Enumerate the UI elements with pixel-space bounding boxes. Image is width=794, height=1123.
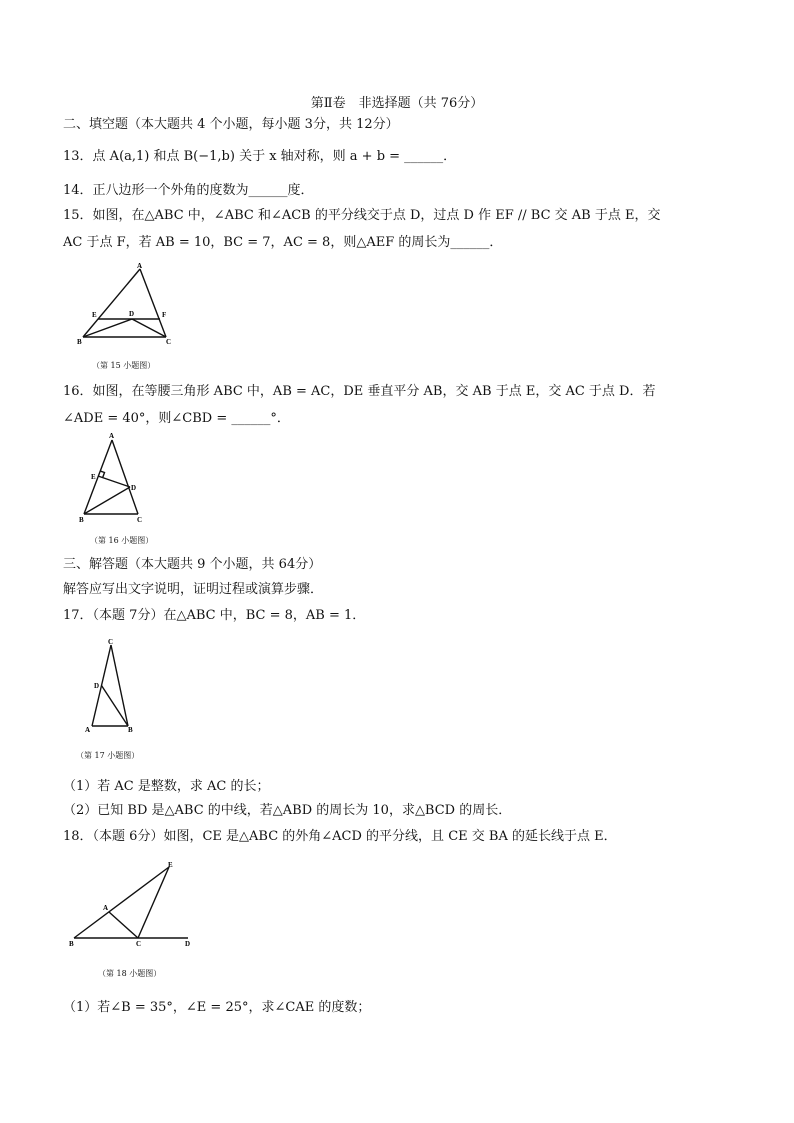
question-13: 13．点 A(a,1) 和点 B(−1,b) 关于 x 轴对称，则 a + b = ______． <box>63 149 457 164</box>
vertex-label-e: E <box>91 473 96 481</box>
vertex-label-e: E <box>92 311 97 319</box>
section-3-note: 解答应写出文字说明，证明过程或演算步骤． <box>63 582 324 597</box>
figure-17 <box>82 636 152 736</box>
figure-18-caption: （第 18 小题图） <box>98 969 162 978</box>
figure-17-diagram <box>82 636 152 736</box>
vertex-label-c: C <box>136 940 142 948</box>
question-17-part-1: （1）若 AC 是整数，求 AC 的长； <box>63 779 270 794</box>
vertex-label-c: C <box>108 638 114 646</box>
figure-18 <box>64 858 198 950</box>
question-18-stem: 18．（本题 6分）如图，CE 是△ABC 的外角∠ACD 的平分线，且 CE 交 BA 的延长线于点 E． <box>63 829 617 844</box>
segment-ce <box>138 867 169 938</box>
vertex-label-a: A <box>103 904 109 912</box>
question-15-line-2: AC 于点 F，若 AB = 10，BC = 7，AC = 8，则△AEF 的周长为______． <box>63 235 503 250</box>
vertex-label-b: B <box>79 516 84 524</box>
section-2-heading: 二、填空题（本大题共 4 个小题，每小题 3分，共 12分） <box>63 117 399 132</box>
question-17-stem: 17．（本题 7分）在△ABC 中，BC = 8，AB = 1． <box>63 608 366 623</box>
question-16-line-1: 16．如图，在等腰三角形 ABC 中，AB = AC，DE 垂直平分 AB，交 AB 于点 E，交 AC 于点 D．若 <box>63 384 656 399</box>
vertex-label-c: C <box>166 338 172 346</box>
vertex-label-c: C <box>137 516 143 524</box>
vertex-label-e: E <box>168 861 173 869</box>
section-3-heading: 三、解答题（本大题共 9 个小题，共 64分） <box>63 557 322 572</box>
vertex-label-a: A <box>109 432 115 440</box>
segment-cd <box>132 319 166 337</box>
figure-16-diagram <box>78 430 150 526</box>
question-14: 14．正八边形一个外角的度数为______度． <box>63 183 314 198</box>
vertex-label-d: D <box>129 310 135 318</box>
vertex-label-b: B <box>77 338 82 346</box>
segment-bd <box>84 487 130 514</box>
paper-part-title: 第Ⅱ卷 非选择题（共 76分） <box>310 96 484 111</box>
vertex-label-f: F <box>162 311 167 319</box>
segment-ac <box>140 269 166 337</box>
figure-16-caption: （第 16 小题图） <box>90 536 154 545</box>
figure-15-diagram <box>76 262 186 348</box>
question-18-part-1: （1）若∠B = 35°，∠E = 25°，求∠CAE 的度数； <box>63 1000 371 1015</box>
segment-ac <box>109 912 138 938</box>
question-17-part-2: （2）已知 BD 是△ABC 的中线，若△ABD 的周长为 10，求△BCD 的周长． <box>63 803 512 818</box>
vertex-label-d: D <box>94 682 100 690</box>
figure-17-caption: （第 17 小题图） <box>76 751 140 760</box>
vertex-label-a: A <box>85 726 91 734</box>
vertex-label-d: D <box>131 484 137 492</box>
figure-18-diagram <box>64 858 198 950</box>
vertex-label-b: B <box>128 726 133 734</box>
figure-16 <box>78 430 150 526</box>
ray-be <box>74 867 169 938</box>
vertex-label-d: D <box>185 940 191 948</box>
question-15-line-1: 15．如图，在△ABC 中，∠ABC 和∠ACB 的平分线交于点 D，过点 D 作 EF // BC 交 AB 于点 E，交 <box>63 208 661 223</box>
vertex-label-a: A <box>137 262 143 270</box>
right-angle-mark <box>101 471 105 477</box>
question-16-line-2: ∠ADE = 40°，则∠CBD = ______°． <box>63 411 290 426</box>
figure-15 <box>76 262 186 348</box>
segment-ac <box>112 440 138 514</box>
figure-15-caption: （第 15 小题图） <box>92 361 156 370</box>
vertex-label-b: B <box>69 940 74 948</box>
segment-ab <box>84 440 112 514</box>
